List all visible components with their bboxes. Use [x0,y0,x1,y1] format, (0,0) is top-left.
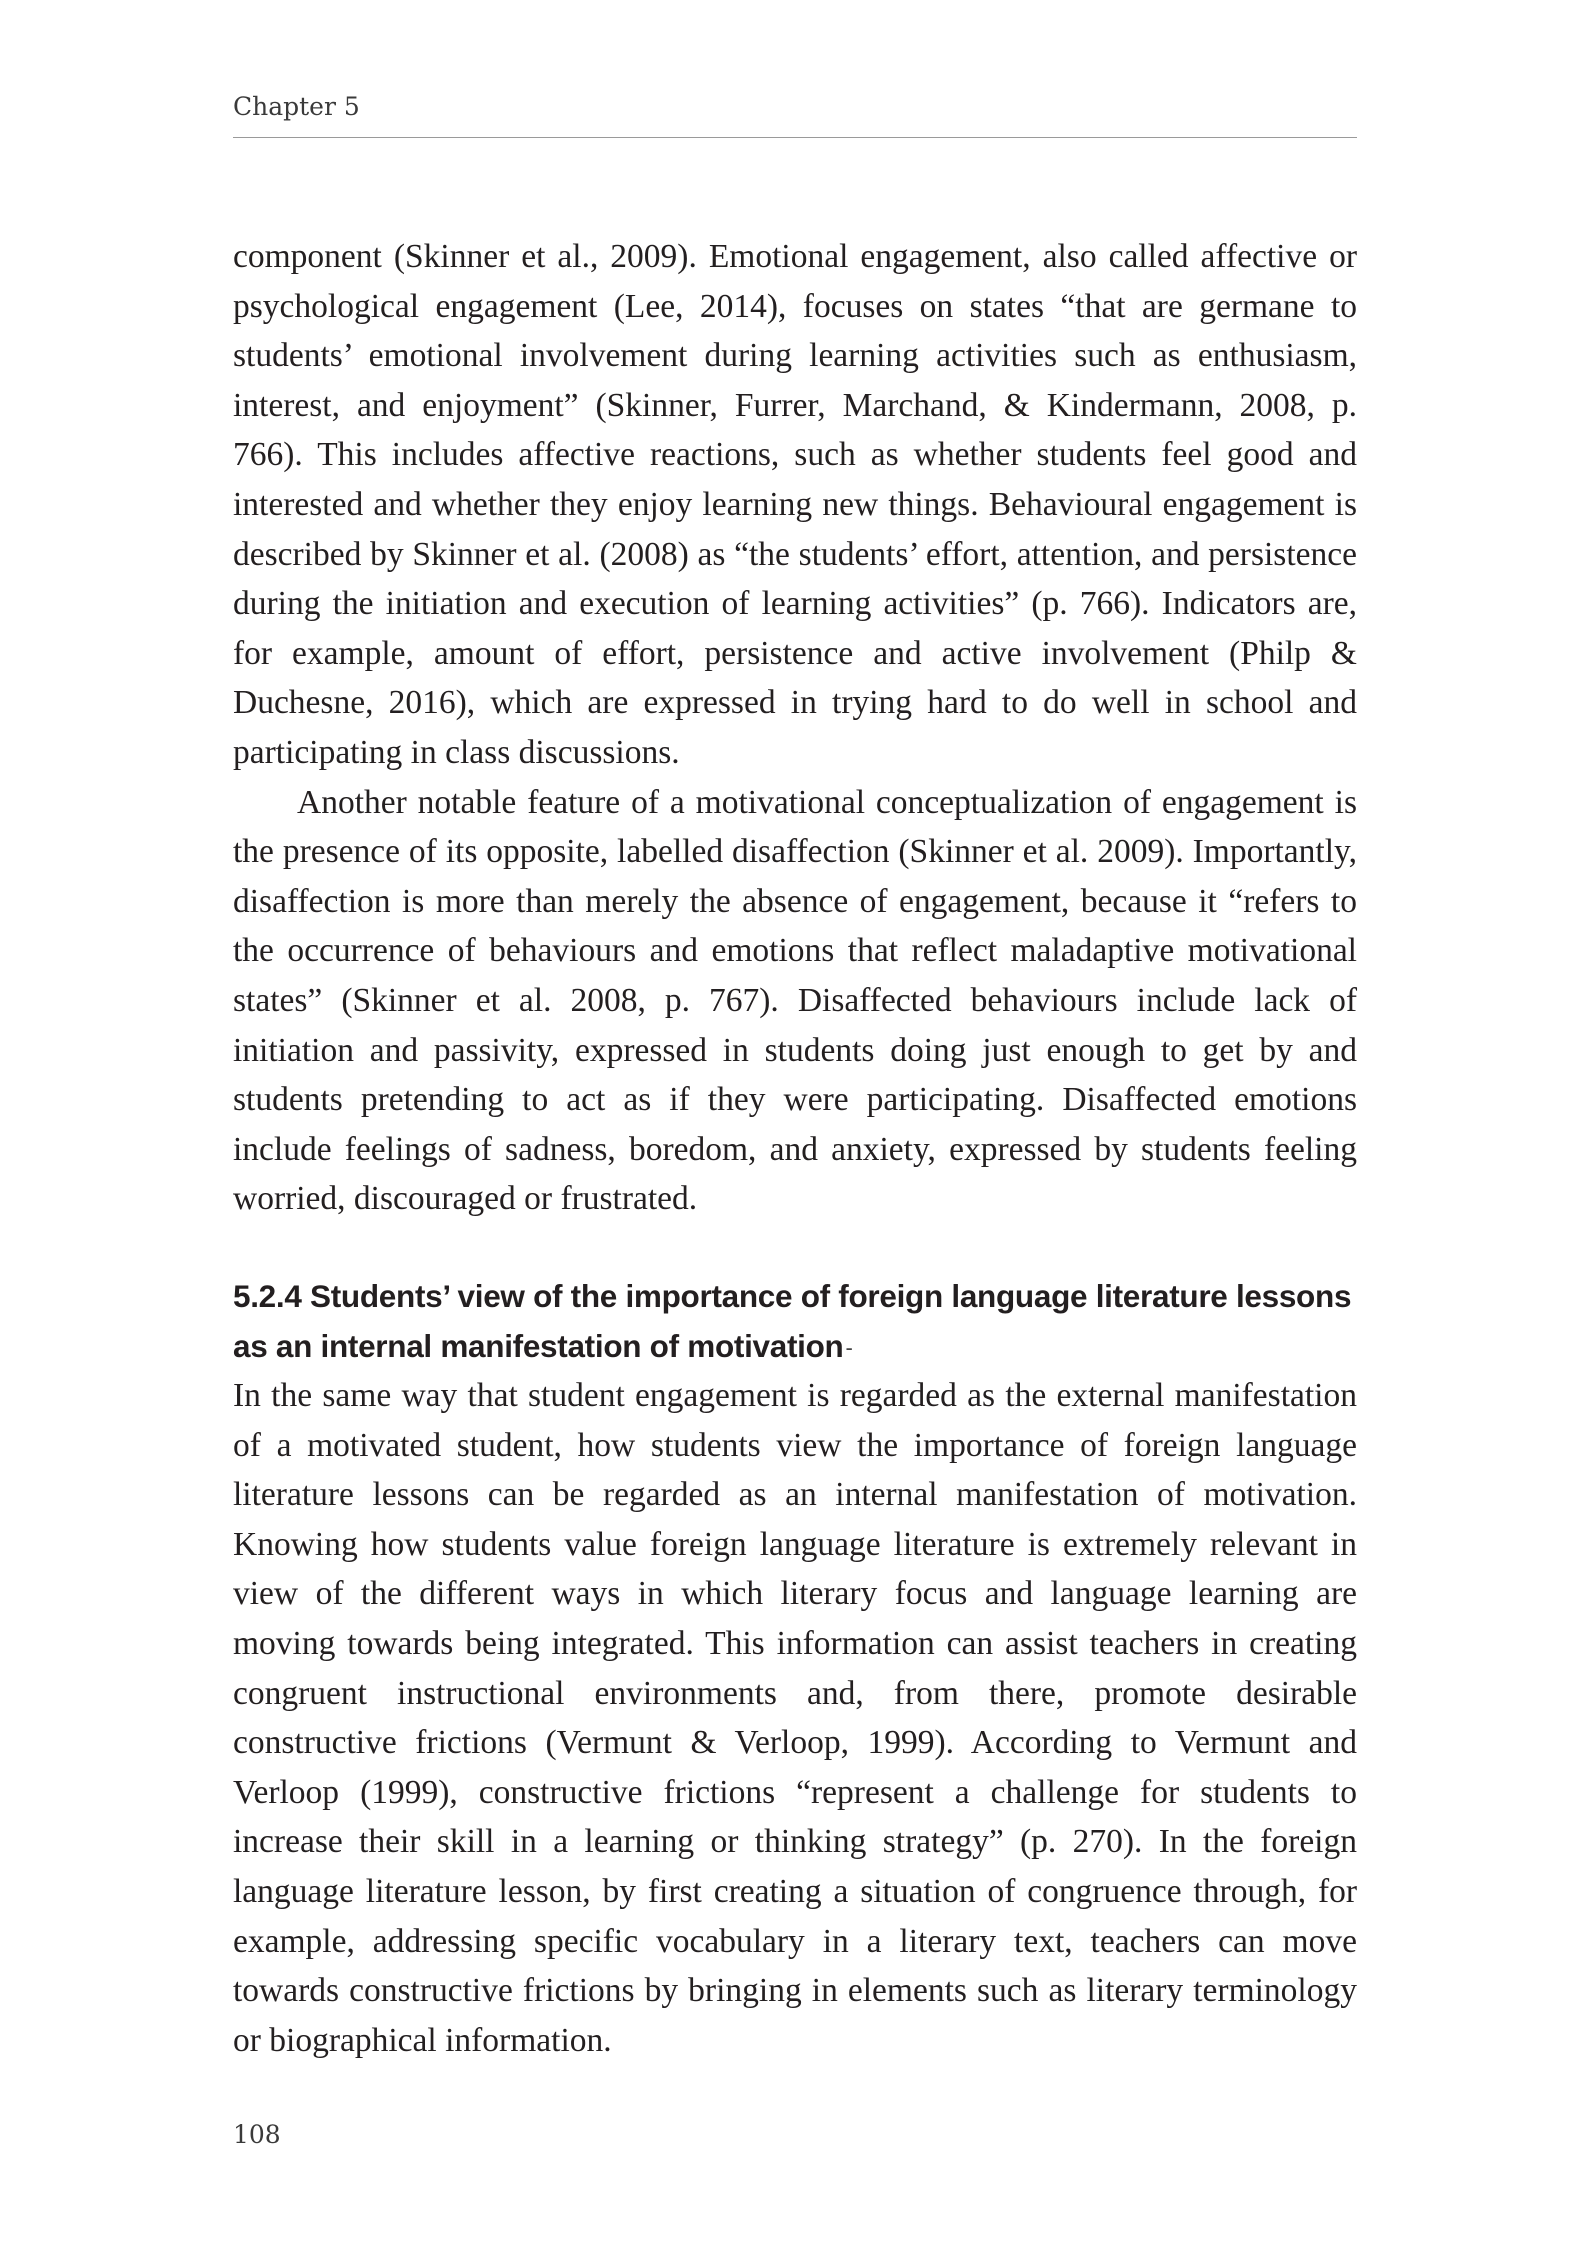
paragraph: Another notable feature of a motivational conceptualization of engagement is the presence of its opposite, labelled disaffection (Skinner et al. 2009). Importantly, disaffection is more than merely the absence of engagement, because it “refers to the occurrence of behaviours and emotions that reflect maladaptive motivational states” (Skinner et al. 2008, p. 767). Disaffected behaviours include lack of initiation and passivity, expressed in students doing just enough to get by and students pretending to act as if they were participating. Disaffected emotions include feelings of sadness, boredom, and anxiety, expressed by students feeling worried, discouraged or frustrated. [233,783,1357,1218]
section-heading-mark: - [845,1334,853,1360]
body-text-block-2 [233,1371,1357,2065]
page-number: 108 [233,2120,281,2149]
paragraph: component (Skinner et al., 2009). Emotional engagement, also called affective or psychological engagement (Lee, 2014), focuses on states “that are germane to students’ emotional involvement during learning activities such as enthusiasm, interest, and enjoyment” (Skinner, Furrer, Marchand, & Kindermann, 2008, p. 766). This includes affective reactions, such as whether students feel good and interested and whether they enjoy learning new things. Behavioural engagement is described by Skinner et al. (2008) as “the students’ effort, attention, and persistence during the initiation and execution of learning activities” (p. 766). Indicators are, for example, amount of effort, persistence and active involvement (Philp & Duchesne, 2016), which are expressed in trying hard to do well in school and participating in class discussions. [233,238,1357,771]
paragraph: In the same way that student engagement is regarded as the external manifestation of a motivated student, how students view the importance of foreign language literature lessons can be regarded as an internal manifestation of motivation. Knowing how students value foreign language literature is extremely relevant in view of the different ways in which literary focus and language learning are moving towards being integrated. This information can assist teachers in creating congruent instructional environments and, from there, promote desirable constructive frictions (Vermunt & Verloop, 1999). According to Vermunt and Verloop (1999), constructive frictions “represent a challenge for students to increase their skill in a learning or thinking strategy” (p. 270). In the foreign language literature lesson, by first creating a situation of congruence through, for example, addressing specific vocabulary in a literary text, teachers can move towards constructive frictions by bringing in elements such as literary terminology or biographical information. [233,1377,1357,2059]
header-rule [233,137,1357,138]
section-heading-text: 5.2.4 Students’ view of the importance of foreign language literature lessons as an internal manifestation of motivation [233,1278,1352,1364]
section-heading [233,1272,1357,1372]
body-text-block-1 [233,232,1357,1224]
running-head: Chapter 5 [233,92,360,121]
